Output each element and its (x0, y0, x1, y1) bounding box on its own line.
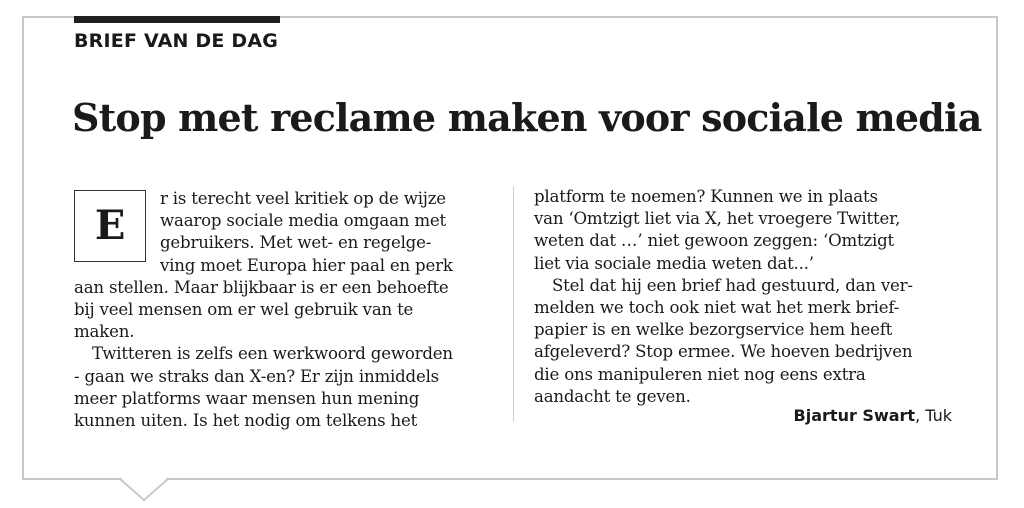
body-line: Stel dat hij een brief had gestuurd, dan ver- (552, 275, 913, 295)
author-signature (794, 406, 952, 425)
body-line: - gaan we straks dan X-en? Er zijn inmiddels (74, 366, 439, 386)
author-name: Bjartur Swart (793, 406, 916, 425)
frame-bottom-edge-right (166, 478, 998, 480)
body-column-right (534, 186, 974, 408)
body-line: kunnen uiten. Is het nodig om telkens het (74, 411, 418, 431)
headline: Stop met reclame maken voor sociale media (72, 95, 982, 140)
body-line: liet via sociale media weten dat...’ (534, 253, 814, 273)
body-line: aandacht te geven. (534, 386, 691, 406)
drop-cap: E (74, 190, 146, 262)
author-place: Tuk (925, 406, 952, 425)
body-line: aan stellen. Maar blijkbaar is er een behoefte (74, 277, 449, 297)
body-line: gebruikers. Met wet- en regelge- (160, 233, 432, 253)
body-line: weten dat …’ niet gewoon zeggen: ‘Omtzigt (534, 231, 895, 251)
body-line: r is terecht veel kritiek op de wijze (160, 189, 446, 208)
body-line: van ‘Omtzigt liet via X, het vroegere Twitter, (534, 209, 901, 229)
signature-separator: , (915, 406, 921, 425)
body-line: melden we toch ook niet wat het merk brief- (534, 298, 900, 318)
speech-notch-icon (112, 478, 176, 508)
frame-bottom-edge-left (22, 478, 122, 480)
body-line: bij veel mensen om er wel gebruik van te (74, 300, 414, 320)
body-line: ving moet Europa hier paal en perk (160, 255, 453, 275)
body-line: platform te noemen? Kunnen we in plaats (534, 187, 878, 206)
body-line: waarop sociale media omgaan met (160, 211, 446, 231)
body-line: afgeleverd? Stop ermee. We hoeven bedrijven (534, 342, 913, 362)
body-line: Twitteren is zelfs een werkwoord geworden (92, 344, 453, 364)
column-divider (513, 186, 514, 422)
body-line: die ons manipuleren niet nog eens extra (534, 364, 866, 384)
body-line: papier is en welke bezorgservice hem heeft (534, 320, 893, 340)
body-column-left (74, 188, 506, 432)
section-kicker: BRIEF VAN DE DAG (74, 30, 279, 52)
body-line: meer platforms waar mensen hun mening (74, 388, 420, 408)
kicker-accent-bar (74, 16, 280, 23)
body-line: maken. (74, 322, 135, 342)
